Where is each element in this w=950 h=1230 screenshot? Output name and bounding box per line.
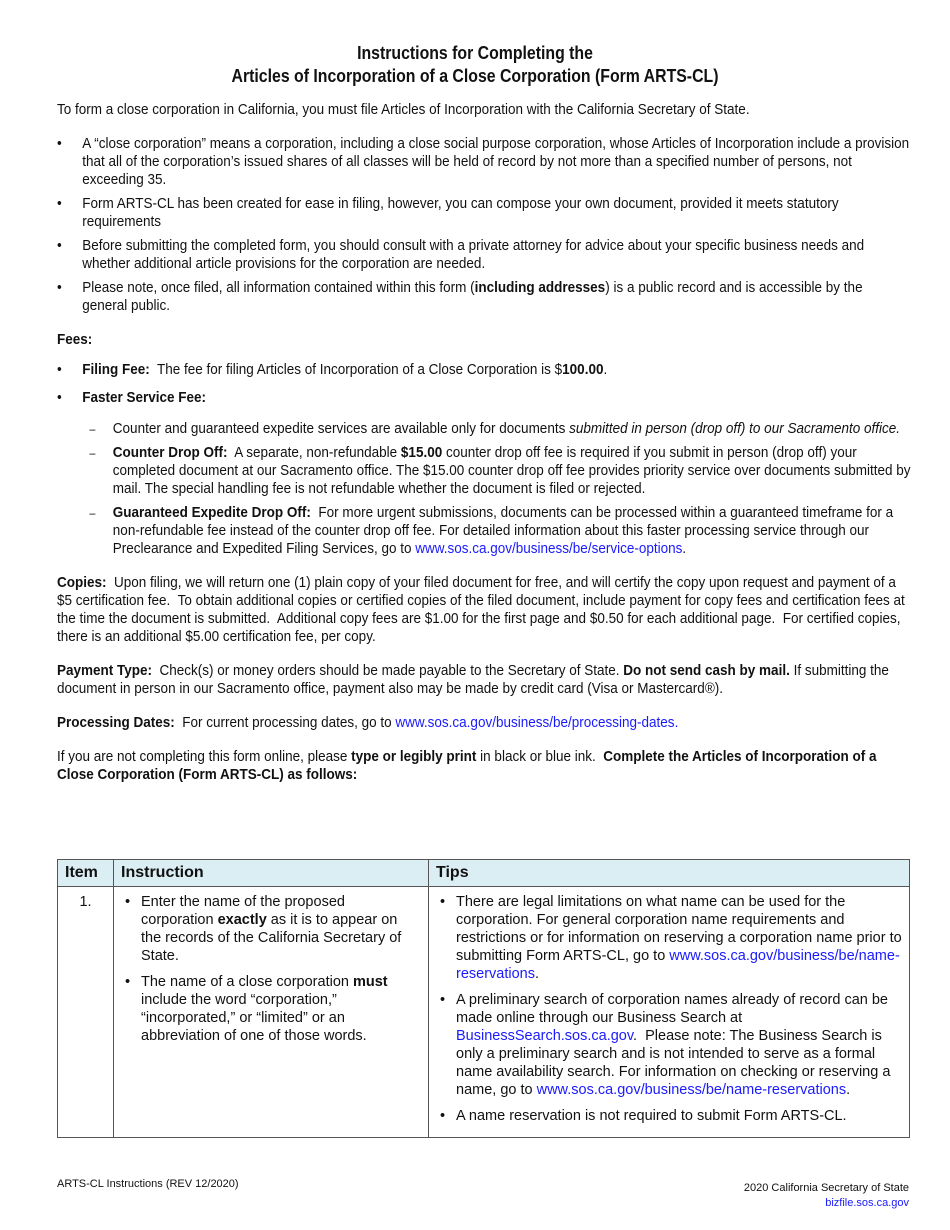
bizfile-link[interactable]: bizfile.sos.ca.gov	[825, 1197, 909, 1209]
bullet-public-record: • Please note, once filed, all information contained within this form (including addresses) is a public record and is accessible by the general public.	[57, 279, 911, 315]
business-search-link[interactable]: BusinessSearch.sos.ca.gov	[456, 1028, 634, 1044]
page-title	[57, 42, 893, 88]
title-line-1: Instructions for Completing the	[357, 43, 593, 63]
tip-bullet: • There are legal limitations on what name can be used for the corporation. For general corporation name requirements and restrictions or for information on reserving a corporation name prior to submitting Form ARTS-CL, go to www.sos.ca.gov/business/be/name-reservations.	[436, 893, 902, 983]
item-number: 1.	[58, 887, 114, 1138]
filing-fee-item: • Filing Fee: The fee for filing Articles of Incorporation of a Close Corporation is $100.00.	[57, 361, 911, 379]
header-instruction: Instruction	[114, 860, 429, 887]
guaranteed-expedite-item: – Guaranteed Expedite Drop Off: For more urgent submissions, documents can be processed within a guaranteed timeframe for a non-refundable fee instead of the counter drop off fee. For detailed information about this faster processing service through our Preclearance and Expedited Filing Services, go to www.sos.ca.gov/business/be/service-options.	[88, 504, 912, 558]
faster-service-fee-item: • Faster Service Fee:	[57, 389, 911, 407]
fees-heading: Fees:	[57, 331, 93, 348]
name-reservations-link[interactable]: www.sos.ca.gov/business/be/name-reservations	[456, 948, 900, 982]
table-row	[58, 887, 910, 1138]
tip-bullet: • A name reservation is not required to submit Form ARTS-CL.	[436, 1107, 902, 1125]
intro-paragraph: To form a close corporation in California, you must file Articles of Incorporation with the California Secretary of State.	[57, 101, 750, 118]
instruction-bullet: • The name of a close corporation must include the word “corporation,” “incorporated,” or “limited” or an abbreviation of one of those words.	[121, 973, 421, 1045]
tips-cell	[429, 887, 910, 1138]
processing-paragraph: Processing Dates: For current processing dates, go to www.sos.ca.gov/business/be/processing-dates.	[57, 714, 679, 731]
table-header-row	[58, 860, 910, 887]
faster-service-sublist	[57, 420, 911, 558]
instructions-table	[57, 859, 910, 1138]
tip-bullet: • A preliminary search of corporation names already of record can be made online through our Business Search at BusinessSearch.sos.ca.gov. Please note: The Business Search is only a preliminary search and is not intended to serve as a formal name availability search. For information on checking or reserving a name, go to www.sos.ca.gov/business/be/name-reservations.	[436, 991, 902, 1099]
footer-right	[744, 1181, 909, 1211]
payment-paragraph: Payment Type: Check(s) or money orders should be made payable to the Secretary of State. Do not send cash by mail. If submitting the document in person in our Sacramento office, payment also may be made by credit card (Visa or Mastercard®).	[57, 662, 889, 697]
instruction-cell	[114, 887, 429, 1138]
copyright: 2020 California Secretary of State	[743, 1182, 909, 1194]
title-line-2: Articles of Incorporation of a Close Corporation (Form ARTS-CL)	[231, 66, 719, 86]
counter-expedite-note: – Counter and guaranteed expedite services are available only for documents submitted in person (drop off) to our Sacramento office.	[88, 420, 912, 438]
service-options-link[interactable]: www.sos.ca.gov/business/be/service-options	[415, 540, 683, 557]
instruction-bullet: • Enter the name of the proposed corporation exactly as it is to appear on the records of the California Secretary of State.	[121, 893, 421, 965]
counter-drop-off-item: – Counter Drop Off: A separate, non-refundable $15.00 counter drop off fee is required if you submit in person (drop off) your completed document at our Sacramento office. The $15.00 counter drop off fee provides priority service over documents submitted by mail. The special handling fee is not refundable whether the document is filed or rejected.	[88, 444, 912, 498]
bullet-close-corporation: • A “close corporation” means a corporation, including a close social purpose corporation, whose Articles of Incorporation include a provision that all of the corporation’s issued shares of all classes will be held of record by not more than a specified number of persons, not exceeding 35.	[57, 135, 911, 189]
general-bullets	[57, 135, 911, 315]
header-item: Item	[58, 860, 114, 887]
copies-paragraph: Copies: Upon filing, we will return one (1) plain copy of your filed document for free, and will certify the copy upon request and payment of a $5 certification fee. To obtain additional copies or certified copies of the filed document, include payment for copy fees and certification fees at the time the document is submitted. Additional copy fees are $1.00 for the first page and $0.50 for each additional page. For certified copies, there is an additional $5.00 certification fee, per copy.	[57, 574, 909, 645]
bullet-form-ease: • Form ARTS-CL has been created for ease in filing, however, you can compose your own document, provided it meets statutory requirements	[57, 195, 911, 231]
name-reservations-link[interactable]: www.sos.ca.gov/business/be/name-reservations	[536, 1082, 847, 1098]
header-tips: Tips	[429, 860, 910, 887]
intro-section	[57, 101, 912, 784]
processing-dates-link[interactable]: www.sos.ca.gov/business/be/processing-dates	[395, 714, 675, 731]
complete-instructions: If you are not completing this form online, please type or legibly print in black or blue ink. Complete the Articles of Incorporation of a Close Corporation (Form ARTS-CL) as follows:	[57, 748, 877, 783]
form-revision: ARTS-CL Instructions (REV 12/2020)	[57, 1178, 239, 1190]
fees-list	[57, 361, 911, 407]
bullet-consult-attorney: • Before submitting the completed form, you should consult with a private attorney for advice about your specific business needs and whether additional article provisions for the corporation are needed.	[57, 237, 911, 273]
